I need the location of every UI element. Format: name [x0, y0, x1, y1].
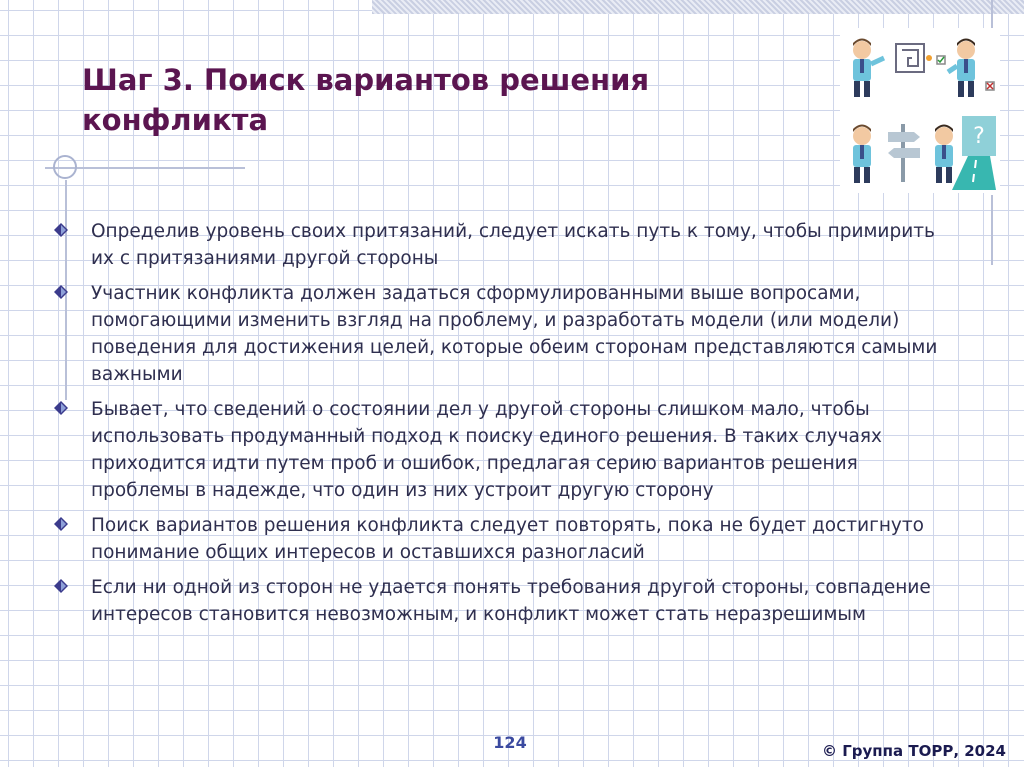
list-item [50, 512, 950, 566]
diamond-bullet-icon [54, 517, 68, 531]
businessman-figure [853, 39, 884, 98]
slide-title: Шаг 3. Поиск вариантов решения конфликта [82, 63, 650, 137]
list-item [50, 218, 950, 272]
businessman-figure [935, 125, 953, 184]
signpost-icon [888, 124, 920, 182]
decorative-line [991, 0, 993, 28]
list-item [50, 574, 950, 628]
decorative-circle [53, 155, 77, 179]
page-number: 124 [493, 733, 527, 752]
bullet-list [50, 218, 950, 636]
diamond-bullet-icon [54, 285, 68, 299]
list-item [50, 280, 950, 388]
copyright-text: © Группа ТОРР, 2024 [821, 742, 1006, 760]
diamond-bullet-icon [54, 401, 68, 415]
question-road-icon [952, 116, 996, 190]
diamond-bullet-icon [54, 579, 68, 593]
businessman-figure [948, 39, 975, 98]
decorative-line [991, 195, 993, 265]
bullet-text: Определив уровень своих притязаний, следует искать путь к тому, чтобы примирить их с притязаниями другой стороны [91, 221, 935, 269]
bullet-text: Поиск вариантов решения конфликта следует повторять, пока не будет достигнуто понимание общих интересов и оставшихся разногласий [91, 515, 924, 563]
diamond-bullet-icon [54, 223, 68, 237]
svg-text:?: ? [973, 124, 985, 149]
list-item [50, 396, 950, 504]
maze-icon [896, 44, 932, 72]
top-decorative-strip [372, 0, 1024, 14]
bullet-text: Если ни одной из сторон не удается понять требования другой стороны, совпадение интересов становится невозможным, и конфликт может стать неразрешимым [91, 577, 931, 625]
businessman-figure [853, 125, 871, 184]
bullet-text: Участник конфликта должен задаться сформулированными выше вопросами, помогающими изменить взгляд на проблему, и разработать модели (или модели) поведения для достижения целей, которые обеим сторонам представляются самыми важными [91, 283, 938, 385]
businessmen-illustration [840, 28, 1000, 193]
bullet-text: Бывает, что сведений о состоянии дел у другой стороны слишком мало, чтобы использовать продуманный подход к поиску единого решения. В таких случаях приходится идти путем проб и ошибок, предлагая серию вариантов решения проблемы в надежде, что один из них устроит другую сторону [91, 399, 882, 501]
